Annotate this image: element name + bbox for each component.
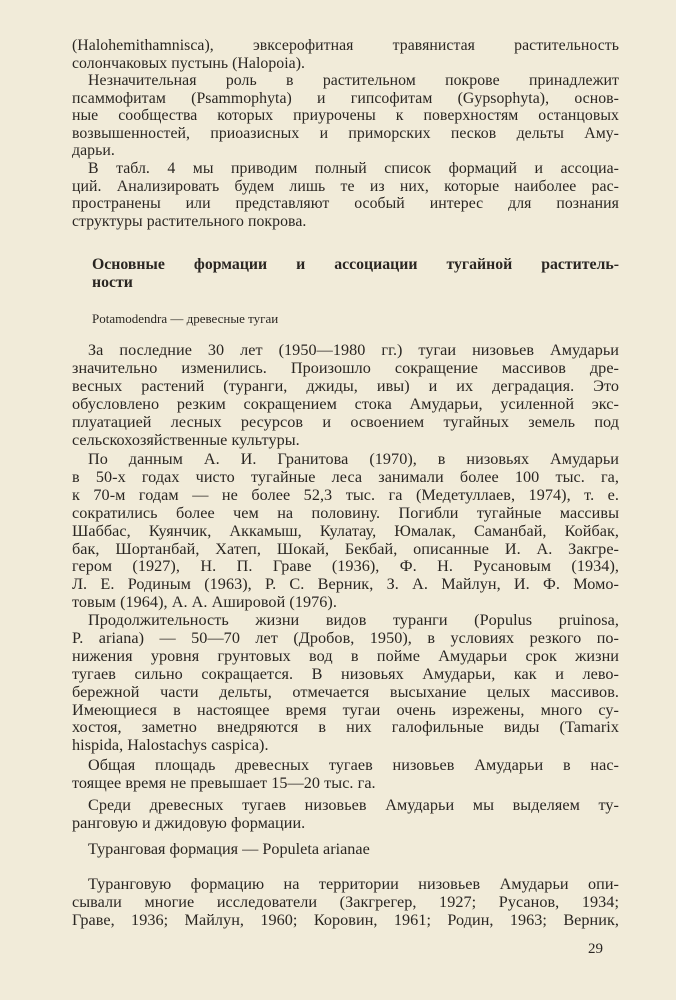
paragraph-table-4 — [72, 160, 619, 230]
text-line: Общая площадь древесных тугаев низовьев Амударьи в нас- — [88, 757, 619, 774]
text-line: За последние 30 лет (1950—1980 гг.) тугаи низовьев Амударьи — [88, 342, 619, 359]
paragraph-tugai-changes — [72, 342, 619, 449]
paragraph-psammophyta — [72, 72, 619, 160]
text-line: Туранговую формацию на территории низовьев Амударьи опи- — [88, 876, 619, 893]
heading-line: Основные формации и ассоциации тугайной раститель- — [92, 256, 619, 273]
text-line: пространены или представляют особый интерес для познания — [72, 195, 619, 213]
text-line: тоящее время не превышает 15—20 тыс. га. — [72, 774, 376, 792]
text-line: бак, Шортанбай, Хатеп, Шокай, Бекбай, описанные И. А. Закгре- — [72, 540, 619, 558]
text-line: По данным А. И. Гранитова (1970), в низовьях Амударьи — [88, 451, 619, 468]
subheading-potamodendra: Potamodendra — древесные тугаи — [92, 311, 279, 326]
text-line: обусловлено резким сокращением стока Амударьи, усиленной экс- — [72, 395, 619, 413]
text-line: в 50-х годах чисто тугайные леса занимали более 100 тыс. га, — [72, 468, 619, 486]
text-line: Л. Е. Родиным (1963), Р. С. Верник, З. А. Майлун, И. Ф. Момо- — [72, 576, 619, 594]
text-line: Среди древесных тугаев низовьев Амударьи мы выделяем ту- — [88, 797, 619, 814]
text-line: сократились более чем на половину. Погибли тугайные массивы — [72, 504, 619, 522]
text-line: ций. Анализировать будем лишь те из них, которые наиболее рас- — [72, 177, 619, 195]
text-line: к 70-м годам — не более 52,3 тыс. га (Медетуллаев, 1974), т. е. — [72, 486, 619, 504]
paragraph-halopoia — [72, 37, 619, 72]
text-line: тугаев сильно сокращается. В низовьях Амударьи, как и лево- — [72, 665, 619, 683]
text-line: ные сообщества которых приурочены к поверхностям останцовых — [72, 107, 619, 125]
text-line: товым (1964), А. А. Ашировой (1976). — [72, 594, 337, 612]
page-number: 29 — [588, 941, 603, 957]
text-line: солончаковых пустынь (Halopoia). — [72, 54, 306, 72]
text-line: Продолжительность жизни видов туранги (Populus pruinosa, — [88, 612, 619, 629]
text-line: Шаббас, Куянчик, Аккамыш, Кулатау, Юмалак, Саманбай, Койбак, — [72, 522, 619, 540]
text-line: бережной части дельты, отмечается высыхание целых массивов. — [72, 683, 619, 701]
paragraph-turanga-formation — [72, 876, 619, 930]
text-line: (Halohemithamnisca), эвксерофитная травянистая растительность — [72, 37, 619, 54]
formation-title: Туранговая формация — Populeta arianae — [88, 840, 370, 858]
paragraph-populus-lifespan — [72, 612, 619, 755]
paragraph-granitov — [72, 451, 619, 612]
text-line: ранговую и джидовую формации. — [72, 814, 306, 832]
text-line: нижения уровня грунтовых вод в пойме Амударьи срок жизни — [72, 647, 619, 665]
text-line: сельскохозяйственные культуры. — [72, 431, 300, 449]
text-line: возвышенностей, приоазисных и приморских песков дельты Аму- — [72, 124, 619, 142]
text-line: дарьи. — [72, 142, 115, 160]
text-line: В табл. 4 мы приводим полный список формаций и ассоциа- — [88, 160, 619, 177]
heading-line: ности — [92, 274, 133, 291]
text-line: Граве, 1936; Майлун, 1960; Коровин, 1961; Родин, 1963; Верник, — [72, 911, 619, 929]
text-line: P. ariana) — 50—70 лет (Дробов, 1950), в условиях резкого по- — [72, 629, 619, 647]
text-line: hispida, Halostachys caspica). — [72, 737, 269, 755]
text-line: структуры растительного покрова. — [72, 212, 307, 230]
text-line: псаммофитам (Psammophyta) и гипсофитам (Gypsophyta), основ- — [72, 89, 619, 107]
text-line: гером (1927), Н. П. Граве (1936), Ф. Н. Русановым (1934), — [72, 558, 619, 576]
text-line: значительно изменились. Произошло сокращение массивов дре- — [72, 359, 619, 377]
section-heading — [92, 256, 619, 292]
text-line: Незначительная роль в растительном покрове принадлежит — [88, 72, 619, 89]
text-line: весных растений (туранги, джиды, ивы) и их деградация. Это — [72, 377, 619, 395]
paragraph-formations — [72, 797, 619, 833]
paragraph-total-area — [72, 757, 619, 793]
text-line: Имеющиеся в настоящее время тугаи очень изрежены, много су- — [72, 701, 619, 719]
text-line: хостоя, заметно внедряются в них галофильные виды (Tamarix — [72, 719, 619, 737]
text-line: плуатацией лесных ресурсов и освоением тугайных земель под — [72, 413, 619, 431]
text-line: сывали многие исследователи (Закгрегер, 1927; Русанов, 1934; — [72, 893, 619, 911]
